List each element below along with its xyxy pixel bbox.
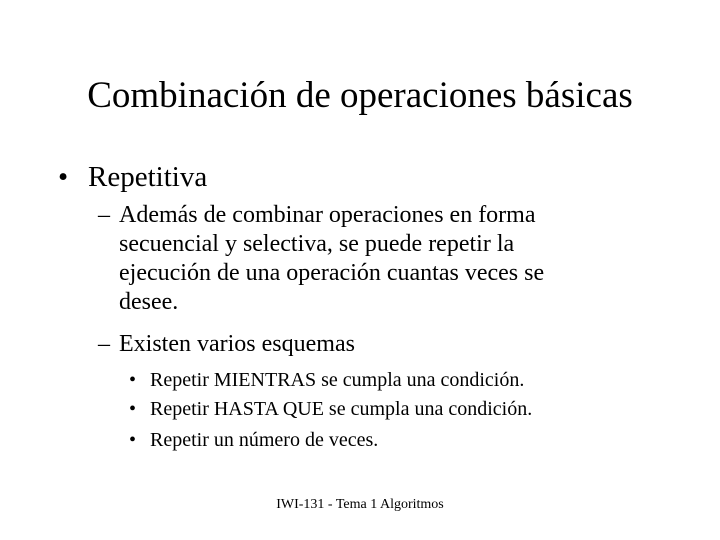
subpoint-text <box>119 330 639 359</box>
subpoint-line: ejecución de una operación cuantas veces se <box>119 260 545 286</box>
slide-footer: IWI-131 - Tema 1 Algoritmos <box>276 497 444 512</box>
bullet-text: Repetitiva <box>88 161 208 193</box>
subpoint-text <box>119 201 639 317</box>
subpoint-line: secuencial y selectiva, se puede repetir la <box>119 231 515 257</box>
scheme-text: Repetir MIENTRAS se cumpla una condición. <box>150 369 525 391</box>
subpoint-line: desee. <box>119 289 179 315</box>
dash-icon: – <box>98 202 110 228</box>
dash-icon: – <box>98 331 110 357</box>
bullet-icon: • <box>129 429 137 451</box>
slide-title: Combinación de operaciones básicas <box>87 75 633 116</box>
scheme-text: Repetir HASTA QUE se cumpla una condición. <box>150 398 533 420</box>
subpoint-line: Existen varios esquemas <box>119 331 355 357</box>
subpoint-line: Además de combinar operaciones en forma <box>119 202 536 228</box>
bullet-icon: • <box>129 369 137 391</box>
bullet-icon: • <box>129 398 137 420</box>
scheme-text: Repetir un número de veces. <box>150 429 379 451</box>
bullet-icon: • <box>58 161 69 193</box>
